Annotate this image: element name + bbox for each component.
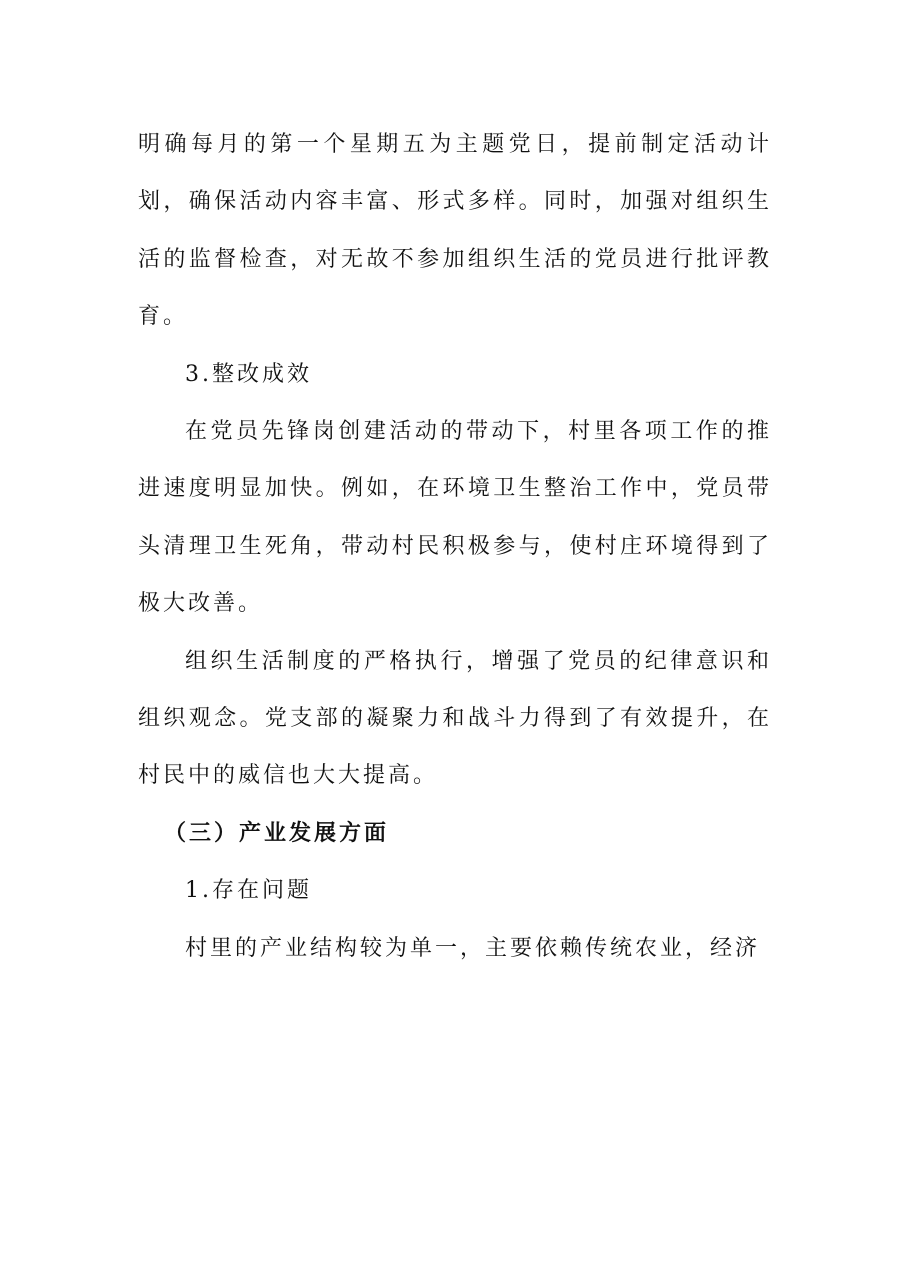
body-paragraph-industry-structure: 村里的产业结构较为单一，主要依赖传统农业，经济 [185, 935, 761, 961]
section-heading-industry-development: （三）产业发展方面 [164, 820, 390, 846]
section-heading-existing-problems: 1.存在问题 [185, 878, 312, 904]
body-paragraph-organization-life: 组织生活制度的严格执行，增强了党员的纪律意识和组织观念。党支部的凝聚力和战斗力得到了有效提升，在村民中的威信也大大提高。 [138, 648, 772, 789]
section-heading-rectification-results: 3.整改成效 [185, 361, 312, 387]
body-paragraph-vanguard: 在党员先锋岗创建活动的带动下，村里各项工作的推进速度明显加快。例如，在环境卫生整治工作中，党员带头清理卫生死角，带动村民积极参与，使村庄环境得到了极大改善。 [138, 419, 772, 617]
document-page [138, 116, 772, 977]
body-paragraph-supervision: 明确每月的第一个星期五为主题党日，提前制定活动计划，确保活动内容丰富、形式多样。同时，加强对组织生活的监督检查，对无故不参加组织生活的党员进行批评教育。 [138, 132, 772, 330]
